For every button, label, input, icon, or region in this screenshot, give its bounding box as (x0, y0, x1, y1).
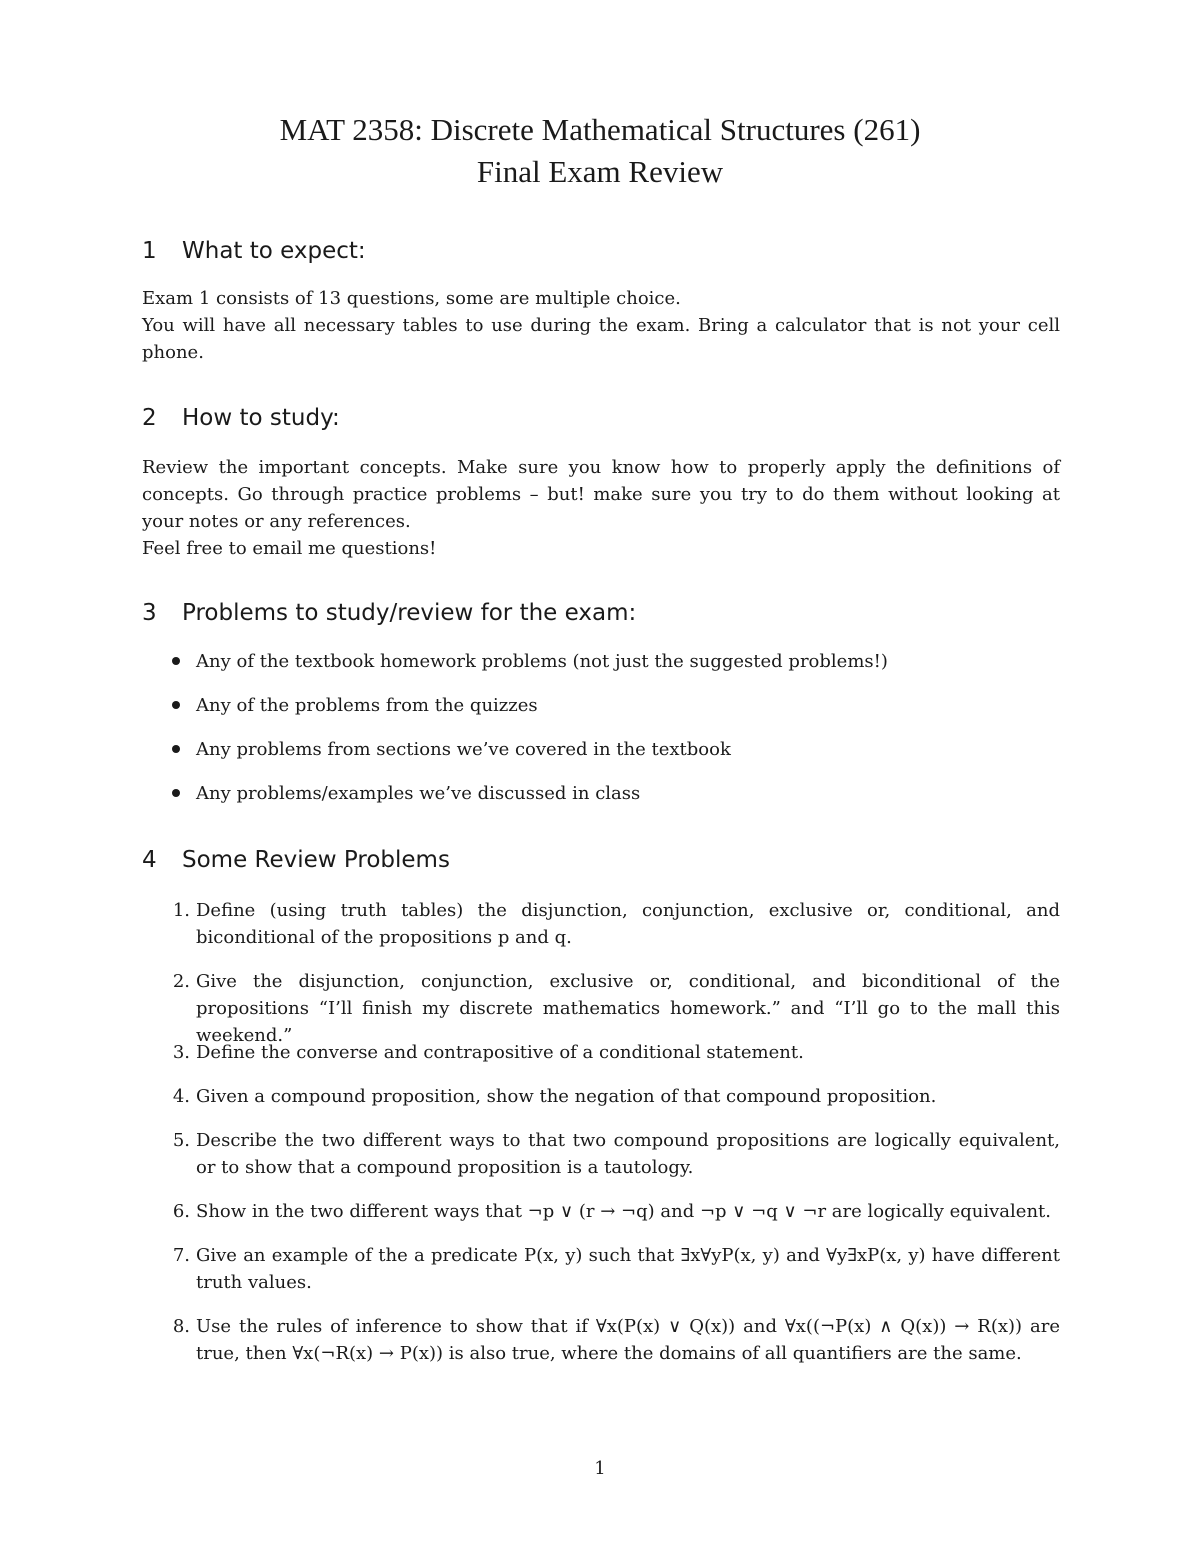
problem-text: Describe the two different ways to that two compound propositions are logically equivalent, or to show that a compound proposition is a tautology. (196, 1130, 1060, 1178)
bullet-icon (172, 789, 180, 797)
study-bullet-list (168, 648, 1058, 824)
section-number: 4 (142, 847, 157, 873)
list-item (168, 692, 1058, 736)
problem-number: 8. (172, 1316, 190, 1337)
problem-text: Given a compound proposition, show the negation of that compound proposition. (196, 1086, 937, 1107)
section-body-what-to-expect (142, 285, 1060, 366)
section-heading-what-to-expect (142, 236, 1062, 266)
list-item (160, 1083, 1060, 1127)
problem-text: Define the converse and contrapositive of a conditional statement. (196, 1042, 804, 1063)
problem-text: Give the disjunction, conjunction, exclusive or, conditional, and biconditional of the propositions “I’ll finish my discrete mathematics homework.” and “I’ll go to the mall this weekend.” (196, 971, 1060, 1046)
list-item-text: Any of the problems from the quizzes (196, 695, 538, 716)
list-item (160, 1127, 1060, 1198)
list-item-text: Any of the textbook homework problems (not just the suggested problems!) (196, 651, 888, 672)
paragraph: You will have all necessary tables to use during the exam. Bring a calculator that is not your cell phone. (142, 315, 1060, 363)
list-item-text: Any problems/examples we’ve discussed in class (196, 783, 641, 804)
problem-number: 5. (172, 1130, 190, 1151)
section-number: 1 (142, 238, 157, 264)
list-item (160, 897, 1060, 968)
bullet-icon (172, 701, 180, 709)
review-problem-list (160, 897, 1060, 1411)
list-item (160, 1313, 1060, 1411)
list-item (160, 1242, 1060, 1313)
paragraph: Review the important concepts. Make sure you know how to properly apply the definitions of concepts. Go through practice problems – but! make sure you try to do them without looking at your notes or any references. (142, 457, 1060, 532)
problem-number: 1. (172, 900, 190, 921)
section-heading-problems-to-study (142, 598, 1062, 628)
document-title: MAT 2358: Discrete Mathematical Structures (261) (279, 112, 921, 147)
list-item (160, 968, 1060, 1046)
list-item (168, 780, 1058, 824)
section-title: How to study: (182, 405, 340, 431)
problem-number: 6. (172, 1201, 190, 1222)
problem-number: 7. (172, 1245, 190, 1266)
section-number: 2 (142, 405, 157, 431)
section-title: Problems to study/review for the exam: (182, 600, 637, 626)
list-item-text: Any problems from sections we’ve covered in the textbook (196, 739, 731, 760)
paragraph: Exam 1 consists of 13 questions, some are multiple choice. (142, 288, 681, 309)
bullet-icon (172, 657, 180, 665)
page-number: 1 (594, 1458, 606, 1479)
problem-number: 4. (172, 1086, 190, 1107)
problem-text: Use the rules of inference to show that if ∀x(P(x) ∨ Q(x)) and ∀x((¬P(x) ∧ Q(x)) → R(x)) are true, then ∀x(¬R(x) → P(x)) is also true, where the domains of all quantifiers are the same. (196, 1316, 1060, 1364)
section-body-how-to-study (142, 454, 1060, 562)
section-heading-review-problems (142, 845, 1062, 875)
list-item (168, 648, 1058, 692)
list-item (168, 736, 1058, 780)
problem-number: 2. (172, 971, 190, 992)
section-number: 3 (142, 600, 157, 626)
problem-number: 3. (172, 1042, 190, 1063)
section-heading-how-to-study (142, 403, 1062, 433)
bullet-icon (172, 745, 180, 753)
document-subtitle: Final Exam Review (476, 154, 724, 189)
problem-text: Give an example of the a predicate P(x, y) such that ∃x∀yP(x, y) and ∀y∃xP(x, y) have different truth values. (196, 1245, 1060, 1293)
section-title: Some Review Problems (182, 847, 450, 873)
problem-text: Show in the two different ways that ¬p ∨ (r → ¬q) and ¬p ∨ ¬q ∨ ¬r are logically equivalent. (196, 1201, 1051, 1222)
list-item (160, 1198, 1060, 1242)
list-item (160, 1039, 1060, 1083)
paragraph: Feel free to email me questions! (142, 538, 437, 559)
problem-text: Define (using truth tables) the disjunction, conjunction, exclusive or, conditional, and biconditional of the propositions p and q. (196, 900, 1060, 948)
section-title: What to expect: (182, 238, 366, 264)
